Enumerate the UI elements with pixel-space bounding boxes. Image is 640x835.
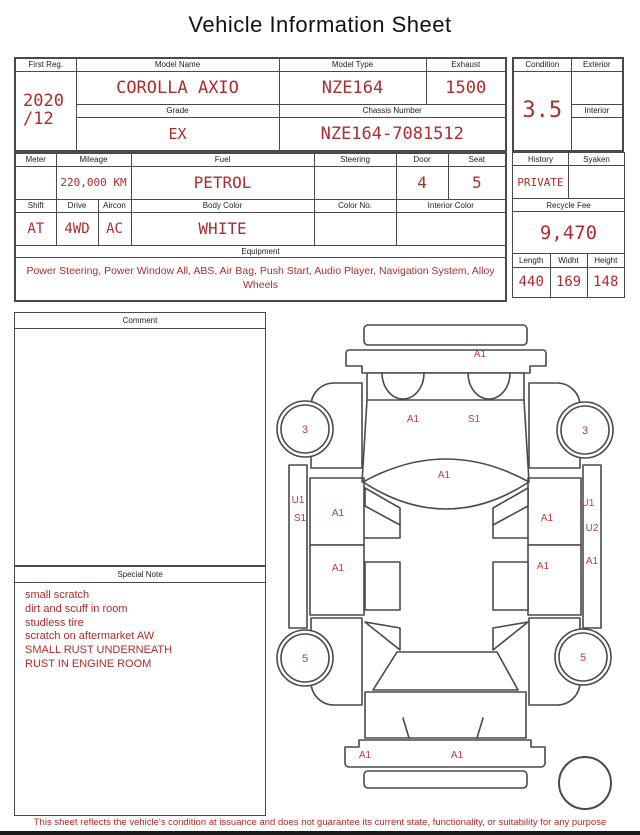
special-note-line: scratch on aftermarket AW xyxy=(25,630,155,643)
car-top-view-svg xyxy=(270,310,640,810)
mileage-label: Mileage xyxy=(56,153,131,166)
marker-hood-left: A1 xyxy=(406,414,420,425)
marker-tire-front-right: 3 xyxy=(581,425,589,437)
special-note-line: small scratch xyxy=(25,589,90,601)
interior-color-label: Interior Color xyxy=(396,199,506,212)
steering-label: Steering xyxy=(314,153,396,166)
history-table xyxy=(512,152,625,298)
interior-value xyxy=(571,117,623,151)
marker-door-rear-left: A1 xyxy=(331,563,345,574)
aircon-value: AC xyxy=(98,212,131,245)
aircon-label: Aircon xyxy=(98,199,131,212)
vehicle-identity-table xyxy=(14,57,507,152)
first-reg-label: First Reg. xyxy=(15,58,76,71)
drive-value: 4WD xyxy=(56,212,98,245)
first-reg-value xyxy=(15,71,76,151)
left-rear-door xyxy=(310,545,364,615)
car-damage-diagram xyxy=(270,310,640,810)
right-sill xyxy=(583,465,601,628)
length-value: 440 xyxy=(513,267,550,297)
model-type-label: Model Type xyxy=(279,58,426,71)
height-label: Height xyxy=(587,254,624,267)
marker-door-front-left: A1 xyxy=(331,508,345,519)
interior-color-value xyxy=(396,212,506,245)
meter-value xyxy=(15,166,56,199)
history-box xyxy=(512,152,624,298)
front-bumper xyxy=(346,350,546,373)
width-label: Widht xyxy=(550,254,587,267)
rear-bumper xyxy=(345,740,545,767)
comment-content xyxy=(15,329,265,341)
special-note-line: studless tire xyxy=(25,616,84,629)
interior-label: Interior xyxy=(571,104,623,117)
seat-label: Seat xyxy=(448,153,506,166)
marker-rear-bumper-left: A1 xyxy=(358,750,372,761)
front-top-strip xyxy=(364,325,527,345)
marker-windshield: A1 xyxy=(437,470,451,481)
special-note-line: RUST IN ENGINE ROOM xyxy=(25,657,152,670)
chassis-number-label: Chassis Number xyxy=(279,104,506,117)
marker-left-sill-s1: S1 xyxy=(293,513,307,524)
right-front-door xyxy=(528,478,581,545)
width-value: 169 xyxy=(550,267,587,297)
length-label: Length xyxy=(513,254,550,267)
height-value: 148 xyxy=(587,267,624,297)
exterior-label: Exterior xyxy=(571,58,623,71)
rear-seat-left xyxy=(365,562,400,610)
exhaust-label: Exhaust xyxy=(426,58,506,71)
exhaust-value: 1500 xyxy=(426,71,506,104)
marker-hood-right: S1 xyxy=(467,414,481,425)
condition-label: Condition xyxy=(513,58,571,71)
marker-right-sill-u1: U1 xyxy=(581,498,595,509)
right-rear-door xyxy=(528,545,581,615)
syaken-label: Syaken xyxy=(569,153,625,166)
marker-door-front-right: A1 xyxy=(540,513,554,524)
rear-bottom-strip xyxy=(364,771,527,788)
grade-label: Grade xyxy=(76,104,279,117)
special-note-line: dirt and scuff in room xyxy=(25,602,128,615)
drive-label: Drive xyxy=(56,199,98,212)
marker-tire-rear-left: 5 xyxy=(301,653,309,665)
marker-front-bumper: A1 xyxy=(473,349,487,360)
exterior-value xyxy=(571,71,623,104)
marker-tire-front-left: 3 xyxy=(301,424,309,436)
special-note-label: Special Note xyxy=(15,567,265,583)
dimension-header-row xyxy=(513,254,624,297)
fuel-label: Fuel xyxy=(131,153,314,166)
body-color-value: WHITE xyxy=(131,212,314,245)
door-value: 4 xyxy=(396,166,448,199)
condition-value: 3.5 xyxy=(513,71,571,151)
condition-table xyxy=(512,57,624,152)
marker-rear-bumper-center: A1 xyxy=(450,750,464,761)
seat-value: 5 xyxy=(448,166,506,199)
vehicle-spec-table xyxy=(14,152,507,302)
bottom-edge-bar xyxy=(0,831,640,835)
recycle-fee-label: Recycle Fee xyxy=(513,199,625,212)
c-pillar-right xyxy=(493,622,528,650)
recycle-fee-value: 9,470 xyxy=(513,212,625,254)
history-label: History xyxy=(513,153,569,166)
history-value: PRIVATE xyxy=(513,166,569,199)
page-title: Vehicle Information Sheet xyxy=(188,12,452,37)
color-no-label: Color No. xyxy=(314,199,396,212)
marker-right-sill-a1: A1 xyxy=(585,556,599,567)
trunk xyxy=(365,692,526,738)
marker-door-rear-right: A1 xyxy=(536,561,550,572)
front-panel xyxy=(367,373,524,400)
body-color-label: Body Color xyxy=(131,199,314,212)
mileage-value: 220,000 KM xyxy=(56,166,131,199)
equipment-value: Power Steering, Power Window All, ABS, Air Bag, Push Start, Audio Player, Navigation System, Alloy Wheels xyxy=(15,257,506,301)
marker-right-sill-u2: U2 xyxy=(585,523,599,534)
special-note-box xyxy=(14,566,266,816)
cabin-lines xyxy=(365,525,528,538)
model-name-value: COROLLA AXIO xyxy=(76,71,279,104)
comment-box xyxy=(14,312,266,566)
left-sill xyxy=(289,465,307,628)
meter-label: Meter xyxy=(15,153,56,166)
special-note-line: SMALL RUST UNDERNEATH xyxy=(25,644,173,656)
model-name-label: Model Name xyxy=(76,58,279,71)
rear-seat-right xyxy=(493,562,528,610)
first-reg-month: /12 xyxy=(23,108,54,129)
first-reg-year: 2020 xyxy=(23,90,64,111)
syaken-value xyxy=(569,166,625,199)
c-pillar-left xyxy=(365,622,400,650)
marker-tire-rear-right: 5 xyxy=(579,652,587,664)
steering-value xyxy=(314,166,396,199)
marker-left-sill-u1: U1 xyxy=(291,495,305,506)
chassis-number-value: NZE164-7081512 xyxy=(279,117,506,151)
fuel-value: PETROL xyxy=(131,166,314,199)
shift-value: AT xyxy=(15,212,56,245)
door-label: Door xyxy=(396,153,448,166)
comment-label: Comment xyxy=(15,313,265,329)
model-type-value: NZE164 xyxy=(279,71,426,104)
shift-label: Shift xyxy=(15,199,56,212)
disclaimer-text: This sheet reflects the vehicle's condition at issuance and does not guarantee its current state, functionality, or suitability for any purpose xyxy=(33,817,607,828)
spare-tire xyxy=(559,757,611,809)
rear-window xyxy=(373,652,518,690)
color-no-value xyxy=(314,212,396,245)
grade-value: EX xyxy=(76,117,279,151)
equipment-label: Equipment xyxy=(15,245,506,257)
special-note-content xyxy=(15,583,265,678)
